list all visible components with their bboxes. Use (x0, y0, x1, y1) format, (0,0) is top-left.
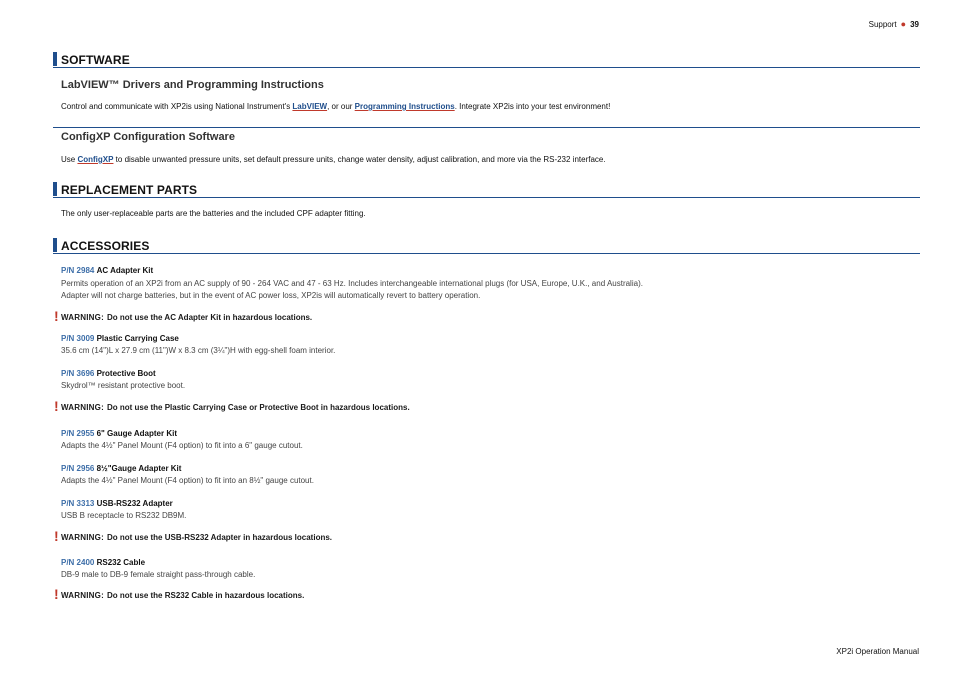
bullet-icon: ● (900, 19, 907, 29)
section-title: SOFTWARE (61, 53, 130, 67)
header-section: Support (868, 20, 897, 29)
warning-usb-adapter (54, 528, 920, 544)
configxp-text-after: to disable unwanted pressure units, set default pressure units, change water density, adjust calibration, and more via the RS-232 interface. (113, 155, 606, 164)
part-name: 6" Gauge Adapter Kit (96, 429, 177, 438)
page-footer: XP2i Operation Manual (836, 647, 919, 656)
accessory-item (61, 265, 920, 302)
part-description: 35.6 cm (14")L x 27.9 cm (11")W x 8.3 cm (3¼")H with egg-shell foam interior. (61, 346, 336, 355)
section-title: REPLACEMENT PARTS (61, 183, 198, 197)
part-description: USB B receptacle to RS232 DB9M. (61, 511, 187, 520)
exclamation-icon: ! (54, 586, 59, 602)
part-description: Permits operation of an XP2i from an AC supply of 90 - 264 VAC and 47 - 63 Hz. Includes interchangeable international plugs (for USA, Europe, U.K., and Australia). (61, 279, 643, 288)
labview-text-before: Control and communicate with XP2is using National Instrument's (61, 102, 293, 111)
page-content (53, 51, 920, 601)
section-replacement-parts (53, 181, 920, 198)
accessory-item (61, 333, 920, 357)
part-description: Skydrol™ resistant protective boot. (61, 381, 186, 390)
accessory-item (61, 368, 920, 392)
part-number: P/N 2956 (61, 464, 95, 473)
part-name: 8½"Gauge Adapter Kit (96, 464, 182, 473)
section-accessories (53, 237, 920, 254)
page-header (869, 19, 919, 29)
part-description: Adapter will not charge batteries, but in the event of AC power loss, XP2is will automatically revert to battery operation. (61, 291, 481, 300)
exclamation-icon: ! (54, 528, 59, 544)
section-software (53, 51, 920, 68)
configxp-paragraph (61, 154, 920, 165)
configxp-link[interactable]: ConfigXP (77, 155, 114, 164)
part-number: P/N 2984 (61, 266, 95, 275)
warning-label: WARNING: (61, 403, 104, 412)
part-number: P/N 3009 (61, 334, 95, 343)
section-title: ACCESSORIES (61, 239, 150, 253)
part-name: USB-RS232 Adapter (96, 499, 173, 508)
accessory-item (61, 428, 920, 452)
warning-text: Do not use the USB-RS232 Adapter in hazardous locations. (106, 533, 333, 542)
exclamation-icon: ! (54, 308, 59, 324)
labview-text-after: . Integrate XP2is into your test environment! (454, 102, 611, 111)
accessory-item (61, 557, 920, 581)
warning-case-boot (54, 398, 920, 414)
section-bar (53, 52, 57, 66)
part-number: P/N 3696 (61, 369, 95, 378)
warning-label: WARNING: (61, 591, 104, 600)
section-bar (53, 182, 57, 196)
labview-text-mid: , or our (327, 102, 355, 111)
divider (53, 127, 920, 128)
page-number: 39 (910, 20, 919, 29)
part-name: Protective Boot (96, 369, 156, 378)
warning-label: WARNING: (61, 533, 104, 542)
labview-paragraph (61, 101, 920, 112)
labview-title: LabVIEW™ Drivers and Programming Instructions (61, 79, 324, 91)
part-name: RS232 Cable (96, 558, 146, 567)
part-description: Adapts the 4½" Panel Mount (F4 option) to fit into a 6" gauge cutout. (61, 441, 303, 450)
part-name: Plastic Carrying Case (96, 334, 179, 343)
warning-ac-adapter (54, 308, 920, 324)
warning-text: Do not use the AC Adapter Kit in hazardous locations. (106, 313, 313, 322)
part-number: P/N 2400 (61, 558, 95, 567)
part-number: P/N 3313 (61, 499, 95, 508)
accessory-item (61, 498, 920, 522)
section-bar (53, 238, 57, 252)
configxp-text-before: Use (61, 155, 78, 164)
warning-label: WARNING: (61, 313, 104, 322)
configxp-title: ConfigXP Configuration Software (61, 131, 235, 143)
part-description: DB-9 male to DB-9 female straight pass-through cable. (61, 570, 256, 579)
warning-text: Do not use the RS232 Cable in hazardous locations. (106, 591, 305, 600)
replacement-paragraph: The only user-replaceable parts are the batteries and the included CPF adapter fitting. (61, 209, 366, 218)
part-name: AC Adapter Kit (96, 266, 154, 275)
warning-rs232-cable (54, 586, 920, 602)
part-description: Adapts the 4½" Panel Mount (F4 option) to fit into an 8½" gauge cutout. (61, 476, 314, 485)
programming-instructions-link[interactable]: Programming Instructions (354, 102, 455, 111)
accessory-item (61, 463, 920, 487)
part-number: P/N 2955 (61, 429, 95, 438)
labview-link[interactable]: LabVIEW (292, 102, 328, 111)
exclamation-icon: ! (54, 398, 59, 414)
warning-text: Do not use the Plastic Carrying Case or Protective Boot in hazardous locations. (106, 403, 410, 412)
